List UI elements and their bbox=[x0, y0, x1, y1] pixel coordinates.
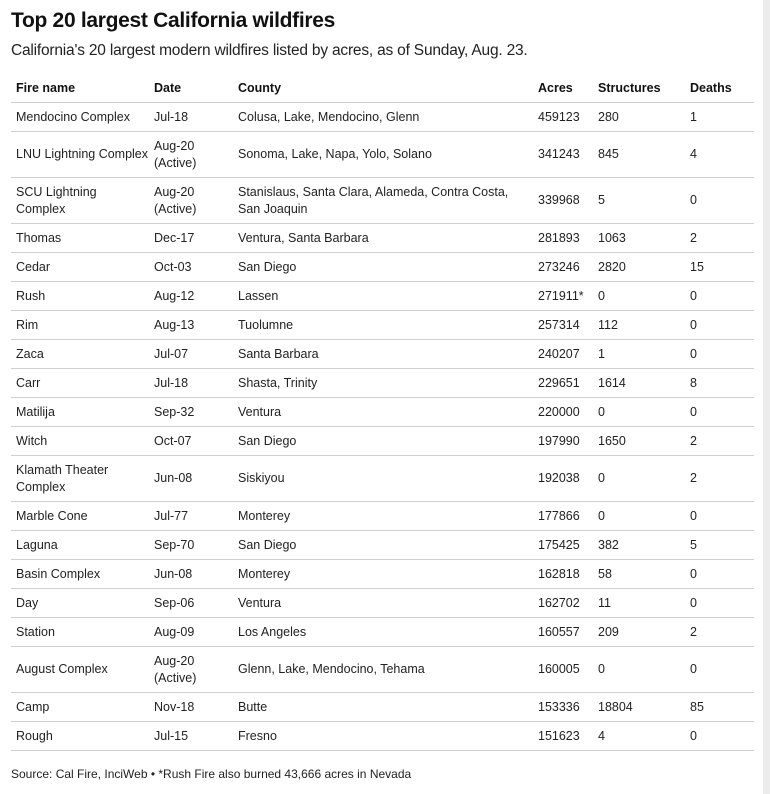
table-row bbox=[11, 253, 754, 282]
cell-fire-name: August Complex bbox=[11, 647, 149, 693]
cell-county: Glenn, Lake, Mendocino, Tehama bbox=[233, 647, 533, 693]
cell-deaths: 0 bbox=[685, 647, 754, 693]
cell-deaths: 1 bbox=[685, 103, 754, 132]
cell-fire-name: Zaca bbox=[11, 340, 149, 369]
table-header-row bbox=[11, 74, 754, 103]
column-header-county: County bbox=[233, 74, 533, 103]
cell-date: Jun-08 bbox=[149, 456, 233, 502]
cell-county: San Diego bbox=[233, 427, 533, 456]
cell-acres: 177866 bbox=[533, 502, 593, 531]
cell-deaths: 2 bbox=[685, 456, 754, 502]
table-row bbox=[11, 560, 754, 589]
table-row bbox=[11, 456, 754, 502]
column-header-deaths: Deaths bbox=[685, 74, 754, 103]
cell-fire-name: SCU Lightning Complex bbox=[11, 178, 149, 224]
cell-deaths: 0 bbox=[685, 589, 754, 618]
table-row bbox=[11, 340, 754, 369]
vertical-scrollbar[interactable] bbox=[763, 0, 770, 794]
table-row bbox=[11, 502, 754, 531]
cell-acres: 273246 bbox=[533, 253, 593, 282]
table-row bbox=[11, 398, 754, 427]
cell-date: Jul-18 bbox=[149, 103, 233, 132]
cell-date: Aug-20 (Active) bbox=[149, 647, 233, 693]
cell-county: Monterey bbox=[233, 502, 533, 531]
table-row bbox=[11, 224, 754, 253]
wildfires-table bbox=[11, 74, 754, 751]
cell-date: Jul-18 bbox=[149, 369, 233, 398]
cell-date: Oct-07 bbox=[149, 427, 233, 456]
cell-date: Aug-09 bbox=[149, 618, 233, 647]
cell-fire-name: Basin Complex bbox=[11, 560, 149, 589]
cell-county: Ventura bbox=[233, 398, 533, 427]
column-header-structures: Structures bbox=[593, 74, 685, 103]
table-row bbox=[11, 647, 754, 693]
table-row bbox=[11, 132, 754, 178]
page-title: Top 20 largest California wildfires bbox=[11, 9, 336, 32]
cell-date: Nov-18 bbox=[149, 693, 233, 722]
cell-date: Aug-12 bbox=[149, 282, 233, 311]
cell-fire-name: Rough bbox=[11, 722, 149, 751]
cell-fire-name: Matilija bbox=[11, 398, 149, 427]
cell-fire-name: Camp bbox=[11, 693, 149, 722]
cell-acres: 160557 bbox=[533, 618, 593, 647]
cell-county: Siskiyou bbox=[233, 456, 533, 502]
page-subtitle: California's 20 largest modern wildfires listed by acres, as of Sunday, Aug. 23. bbox=[11, 42, 528, 59]
cell-fire-name: Witch bbox=[11, 427, 149, 456]
cell-structures: 0 bbox=[593, 502, 685, 531]
cell-fire-name: Carr bbox=[11, 369, 149, 398]
cell-county: San Diego bbox=[233, 253, 533, 282]
table-row bbox=[11, 427, 754, 456]
cell-structures: 58 bbox=[593, 560, 685, 589]
cell-date: Aug-20 (Active) bbox=[149, 132, 233, 178]
cell-county: Ventura, Santa Barbara bbox=[233, 224, 533, 253]
cell-acres: 341243 bbox=[533, 132, 593, 178]
table-row bbox=[11, 282, 754, 311]
column-header-acres: Acres bbox=[533, 74, 593, 103]
cell-structures: 1614 bbox=[593, 369, 685, 398]
cell-structures: 112 bbox=[593, 311, 685, 340]
cell-structures: 4 bbox=[593, 722, 685, 751]
table-row bbox=[11, 178, 754, 224]
cell-acres: 220000 bbox=[533, 398, 593, 427]
cell-structures: 2820 bbox=[593, 253, 685, 282]
cell-county: Lassen bbox=[233, 282, 533, 311]
table-row bbox=[11, 103, 754, 132]
cell-fire-name: Mendocino Complex bbox=[11, 103, 149, 132]
cell-county: Ventura bbox=[233, 589, 533, 618]
cell-deaths: 5 bbox=[685, 531, 754, 560]
cell-structures: 382 bbox=[593, 531, 685, 560]
cell-structures: 1063 bbox=[593, 224, 685, 253]
cell-county: Shasta, Trinity bbox=[233, 369, 533, 398]
cell-date: Oct-03 bbox=[149, 253, 233, 282]
table-row bbox=[11, 618, 754, 647]
cell-acres: 192038 bbox=[533, 456, 593, 502]
cell-structures: 845 bbox=[593, 132, 685, 178]
cell-county: Los Angeles bbox=[233, 618, 533, 647]
cell-date: Sep-70 bbox=[149, 531, 233, 560]
cell-county: Santa Barbara bbox=[233, 340, 533, 369]
table-body bbox=[11, 103, 754, 751]
cell-fire-name: Station bbox=[11, 618, 149, 647]
cell-county: Stanislaus, Santa Clara, Alameda, Contra Costa, San Joaquin bbox=[233, 178, 533, 224]
table-row bbox=[11, 589, 754, 618]
cell-deaths: 2 bbox=[685, 224, 754, 253]
table-row bbox=[11, 311, 754, 340]
cell-acres: 339968 bbox=[533, 178, 593, 224]
cell-structures: 0 bbox=[593, 282, 685, 311]
cell-acres: 240207 bbox=[533, 340, 593, 369]
cell-structures: 0 bbox=[593, 647, 685, 693]
cell-fire-name: Laguna bbox=[11, 531, 149, 560]
table-row bbox=[11, 369, 754, 398]
cell-deaths: 4 bbox=[685, 132, 754, 178]
cell-structures: 0 bbox=[593, 398, 685, 427]
cell-deaths: 0 bbox=[685, 311, 754, 340]
cell-deaths: 2 bbox=[685, 618, 754, 647]
cell-fire-name: Cedar bbox=[11, 253, 149, 282]
cell-fire-name: LNU Lightning Complex bbox=[11, 132, 149, 178]
cell-deaths: 8 bbox=[685, 369, 754, 398]
cell-deaths: 0 bbox=[685, 178, 754, 224]
cell-deaths: 15 bbox=[685, 253, 754, 282]
cell-structures: 1 bbox=[593, 340, 685, 369]
cell-structures: 280 bbox=[593, 103, 685, 132]
cell-date: Dec-17 bbox=[149, 224, 233, 253]
cell-acres: 175425 bbox=[533, 531, 593, 560]
cell-acres: 229651 bbox=[533, 369, 593, 398]
cell-date: Aug-20 (Active) bbox=[149, 178, 233, 224]
cell-deaths: 85 bbox=[685, 693, 754, 722]
cell-county: Monterey bbox=[233, 560, 533, 589]
cell-date: Jul-07 bbox=[149, 340, 233, 369]
cell-fire-name: Marble Cone bbox=[11, 502, 149, 531]
cell-acres: 459123 bbox=[533, 103, 593, 132]
cell-acres: 160005 bbox=[533, 647, 593, 693]
cell-structures: 209 bbox=[593, 618, 685, 647]
cell-structures: 11 bbox=[593, 589, 685, 618]
cell-deaths: 2 bbox=[685, 427, 754, 456]
cell-deaths: 0 bbox=[685, 398, 754, 427]
cell-date: Jul-77 bbox=[149, 502, 233, 531]
cell-acres: 151623 bbox=[533, 722, 593, 751]
column-header-date: Date bbox=[149, 74, 233, 103]
cell-acres: 153336 bbox=[533, 693, 593, 722]
cell-fire-name: Rush bbox=[11, 282, 149, 311]
cell-acres: 271911* bbox=[533, 282, 593, 311]
cell-deaths: 0 bbox=[685, 502, 754, 531]
cell-deaths: 0 bbox=[685, 282, 754, 311]
cell-date: Jul-15 bbox=[149, 722, 233, 751]
table-row bbox=[11, 693, 754, 722]
cell-county: San Diego bbox=[233, 531, 533, 560]
cell-fire-name: Day bbox=[11, 589, 149, 618]
cell-county: Sonoma, Lake, Napa, Yolo, Solano bbox=[233, 132, 533, 178]
cell-county: Butte bbox=[233, 693, 533, 722]
cell-structures: 0 bbox=[593, 456, 685, 502]
cell-county: Colusa, Lake, Mendocino, Glenn bbox=[233, 103, 533, 132]
table-row bbox=[11, 531, 754, 560]
cell-county: Tuolumne bbox=[233, 311, 533, 340]
cell-structures: 5 bbox=[593, 178, 685, 224]
cell-date: Sep-06 bbox=[149, 589, 233, 618]
cell-deaths: 0 bbox=[685, 722, 754, 751]
cell-structures: 1650 bbox=[593, 427, 685, 456]
table-row bbox=[11, 722, 754, 751]
cell-date: Sep-32 bbox=[149, 398, 233, 427]
column-header-fire-name: Fire name bbox=[11, 74, 149, 103]
cell-acres: 257314 bbox=[533, 311, 593, 340]
cell-acres: 162702 bbox=[533, 589, 593, 618]
cell-date: Jun-08 bbox=[149, 560, 233, 589]
cell-acres: 197990 bbox=[533, 427, 593, 456]
cell-acres: 281893 bbox=[533, 224, 593, 253]
cell-deaths: 0 bbox=[685, 560, 754, 589]
cell-fire-name: Thomas bbox=[11, 224, 149, 253]
cell-acres: 162818 bbox=[533, 560, 593, 589]
cell-date: Aug-13 bbox=[149, 311, 233, 340]
cell-structures: 18804 bbox=[593, 693, 685, 722]
cell-deaths: 0 bbox=[685, 340, 754, 369]
cell-county: Fresno bbox=[233, 722, 533, 751]
source-footnote: Source: Cal Fire, InciWeb • *Rush Fire also burned 43,666 acres in Nevada bbox=[11, 767, 412, 781]
cell-fire-name: Klamath Theater Complex bbox=[11, 456, 149, 502]
cell-fire-name: Rim bbox=[11, 311, 149, 340]
